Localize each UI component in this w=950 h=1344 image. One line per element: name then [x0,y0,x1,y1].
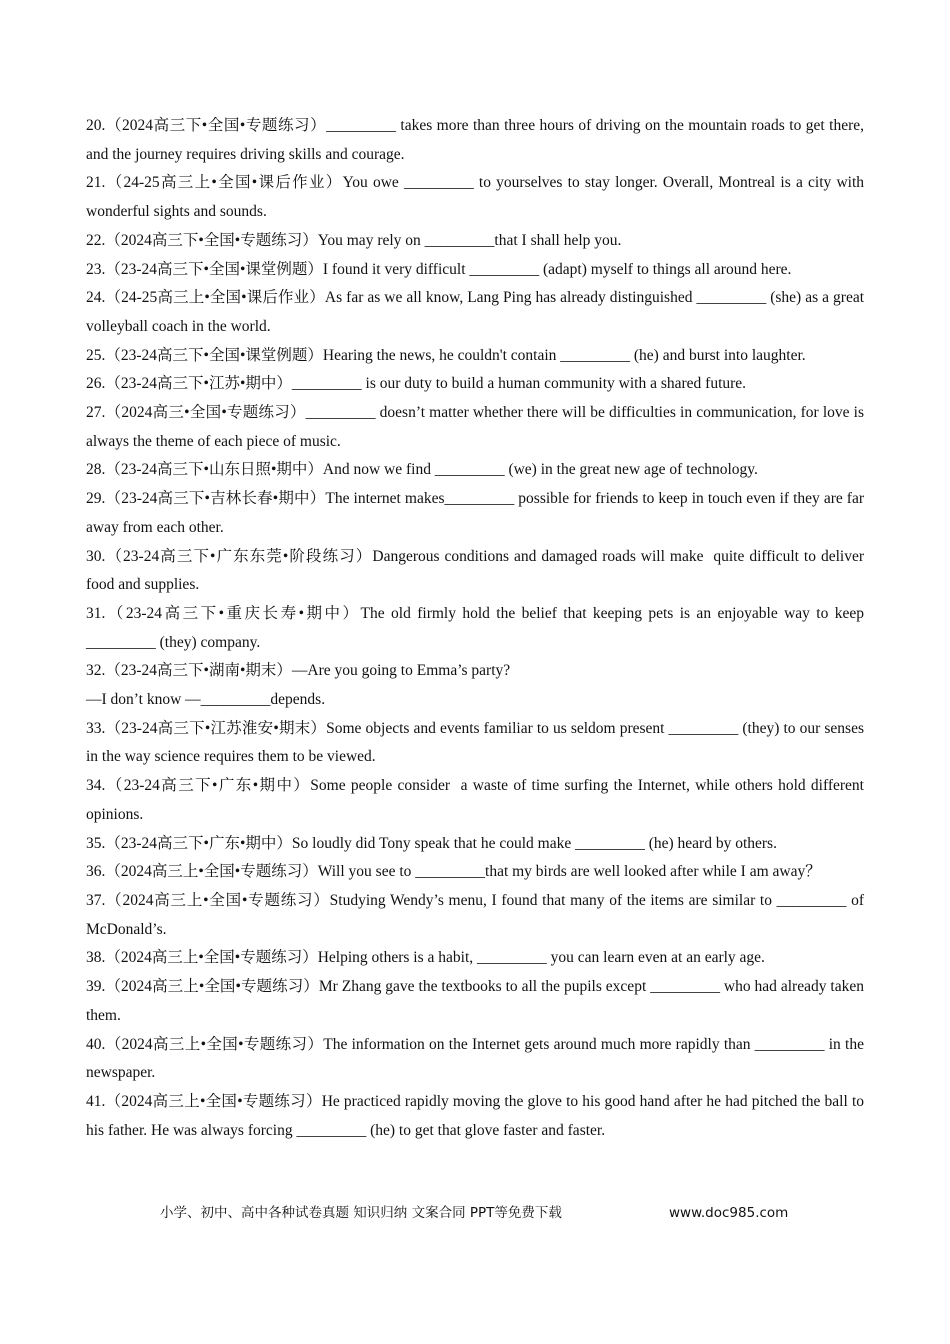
question-item [86,1031,868,1088]
question-source: （2024高三下•全国•专题练习） [105,231,318,249]
question-number: 38. [86,949,106,967]
question-number: 36. [86,863,106,881]
question-source: （23-24高三下•广东•期中） [105,777,311,795]
footer-website-link[interactable]: www.doc985.com [669,1205,789,1221]
question-item [86,715,868,772]
question-source: （2024高三上•全国•专题练习） [105,949,318,967]
question-item [86,887,868,944]
question-source: （2024高三上•全国•专题练习） [105,891,330,909]
question-number: 25. [86,346,106,364]
question-text: Helping others is a habit, _________ you can learn even at an early age. [317,949,765,967]
question-source: （23-24高三下•重庆长寿•期中） [105,604,361,622]
question-number: 33. [86,719,106,737]
question-item [86,256,864,285]
question-source: （23-24高三下•山东日照•期中） [105,461,323,479]
question-item [86,772,868,829]
question-item [86,600,868,657]
question-list [86,112,868,1145]
question-item [86,973,868,1030]
question-text: Hearing the news, he couldn't contain _________ (he) and burst into laughter. [322,346,806,364]
question-text: Dangerous conditions and damaged roads will make quite difficult to deliver food and supplies. [86,547,868,594]
question-number: 31. [86,604,106,622]
question-item [86,227,864,256]
question-text: You owe _________ to yourselves to stay longer. Overall, Montreal is a city with wonderful sights and sounds. [86,174,868,221]
question-number: 39. [86,978,106,996]
question-number: 35. [86,834,106,852]
question-number: 21. [86,174,106,192]
question-source: （2024高三上•全国•专题练习） [105,863,318,881]
question-source: （23-24高三下•江苏•期中） [105,375,292,393]
question-number: 37. [86,891,106,909]
question-number: 30. [86,547,106,565]
question-item [86,858,864,887]
question-number: 32. [86,662,106,680]
question-number: 24. [86,289,106,307]
question-text: I found it very difficult _________ (adapt) myself to things all around here. [322,260,792,278]
question-item [86,485,868,542]
question-item [86,1088,868,1145]
question-source: （23-24高三下•广东•期中） [105,834,292,852]
question-text: You may rely on _________that I shall help you. [317,231,622,249]
question-number: 20. [86,117,106,134]
question-number: 22. [86,231,106,249]
question-number: 41. [86,1092,106,1110]
question-item [86,342,864,371]
question-item [86,284,868,341]
question-source: （2024高三•全国•专题练习） [105,404,306,422]
question-source: （23-24高三下•全国•课堂例题） [105,346,323,364]
question-source: （24-25高三上•全国•课后作业） [105,289,325,307]
question-item [86,370,864,399]
question-text: As far as we all know, Lang Ping has already distinguished _________ (she) as a great volleyball coach in the world. [86,289,868,335]
question-text: Studying Wendy’s menu, I found that many of the items are similar to _________ of McDonald’s. [86,891,868,938]
question-source: （2024高三上•全国•专题练习） [105,1092,322,1110]
question-number: 29. [86,490,106,508]
question-text: The old firmly hold the belief that keeping pets is an enjoyable way to keep _________ (they) company. [86,604,868,651]
question-source: （23-24高三下•广东东莞•阶段练习） [105,547,373,565]
question-source: （23-24高三下•江苏淮安•期末） [105,719,327,737]
page-footer [160,1201,800,1225]
question-text: Some objects and events familiar to us seldom present _________ (they) to our senses in the way science requires them to be viewed. [86,719,868,766]
question-text: The information on the Internet gets around much more rapidly than _________ in the newspaper. [86,1035,868,1082]
question-source: （2024高三下•全国•专题练习） [105,117,327,134]
question-number: 28. [86,461,106,479]
question-item [86,944,864,973]
question-source: （2024高三上•全国•专题练习） [105,1035,324,1053]
question-source: （23-24高三下•全国•课堂例题） [105,260,323,278]
question-text: Mr Zhang gave the textbooks to all the pupils except _________ who had already taken them. [86,978,868,1024]
question-text: He practiced rapidly moving the glove to his good hand after he had pitched the ball to his father. He was always forcing _________ (he) to get that glove faster and faster. [86,1092,868,1139]
question-text: Will you see to _________that my birds are well looked after while I am away？ [317,863,821,881]
question-text: So loudly did Tony speak that he could make _________ (he) heard by others. [291,834,777,852]
question-source: （24-25高三上•全国•课后作业） [105,174,343,192]
question-item [86,657,864,714]
question-number: 26. [86,375,106,393]
footer-text: 小学、初中、高中各种试卷真题 知识归纳 文案合同 PPT等免费下载 [160,1205,562,1221]
question-item [86,456,864,485]
question-number: 23. [86,260,106,278]
question-number: 40. [86,1035,106,1053]
question-number: 27. [86,404,106,422]
question-item [86,112,868,169]
question-text: _________ is our duty to build a human community with a shared future. [291,375,747,393]
question-item [86,169,868,226]
question-source: （23-24高三下•湖南•期末） [105,662,292,680]
question-text: The internet makes_________ possible for friends to keep in touch even if they are far away from each other. [86,490,868,536]
question-text: _________ doesn’t matter whether there will be difficulties in communication, for love is always the theme of each piece of music. [86,404,868,450]
question-text: Some people consider a waste of time surfing the Internet, while others hold different opinions. [86,777,868,823]
question-text: —Are you going to Emma’s party? —I don’t know —_________depends. [86,662,511,709]
question-item [86,830,864,859]
question-text: And now we find _________ (we) in the great new age of technology. [322,461,758,479]
question-item [86,543,868,600]
question-item [86,399,868,456]
question-source: （2024高三上•全国•专题练习） [105,978,319,996]
question-text: _________ takes more than three hours of driving on the mountain roads to get there, and the journey requires driving skills and courage. [86,117,868,163]
question-source: （23-24高三下•吉林长春•期中） [105,490,326,508]
question-number: 34. [86,777,106,795]
